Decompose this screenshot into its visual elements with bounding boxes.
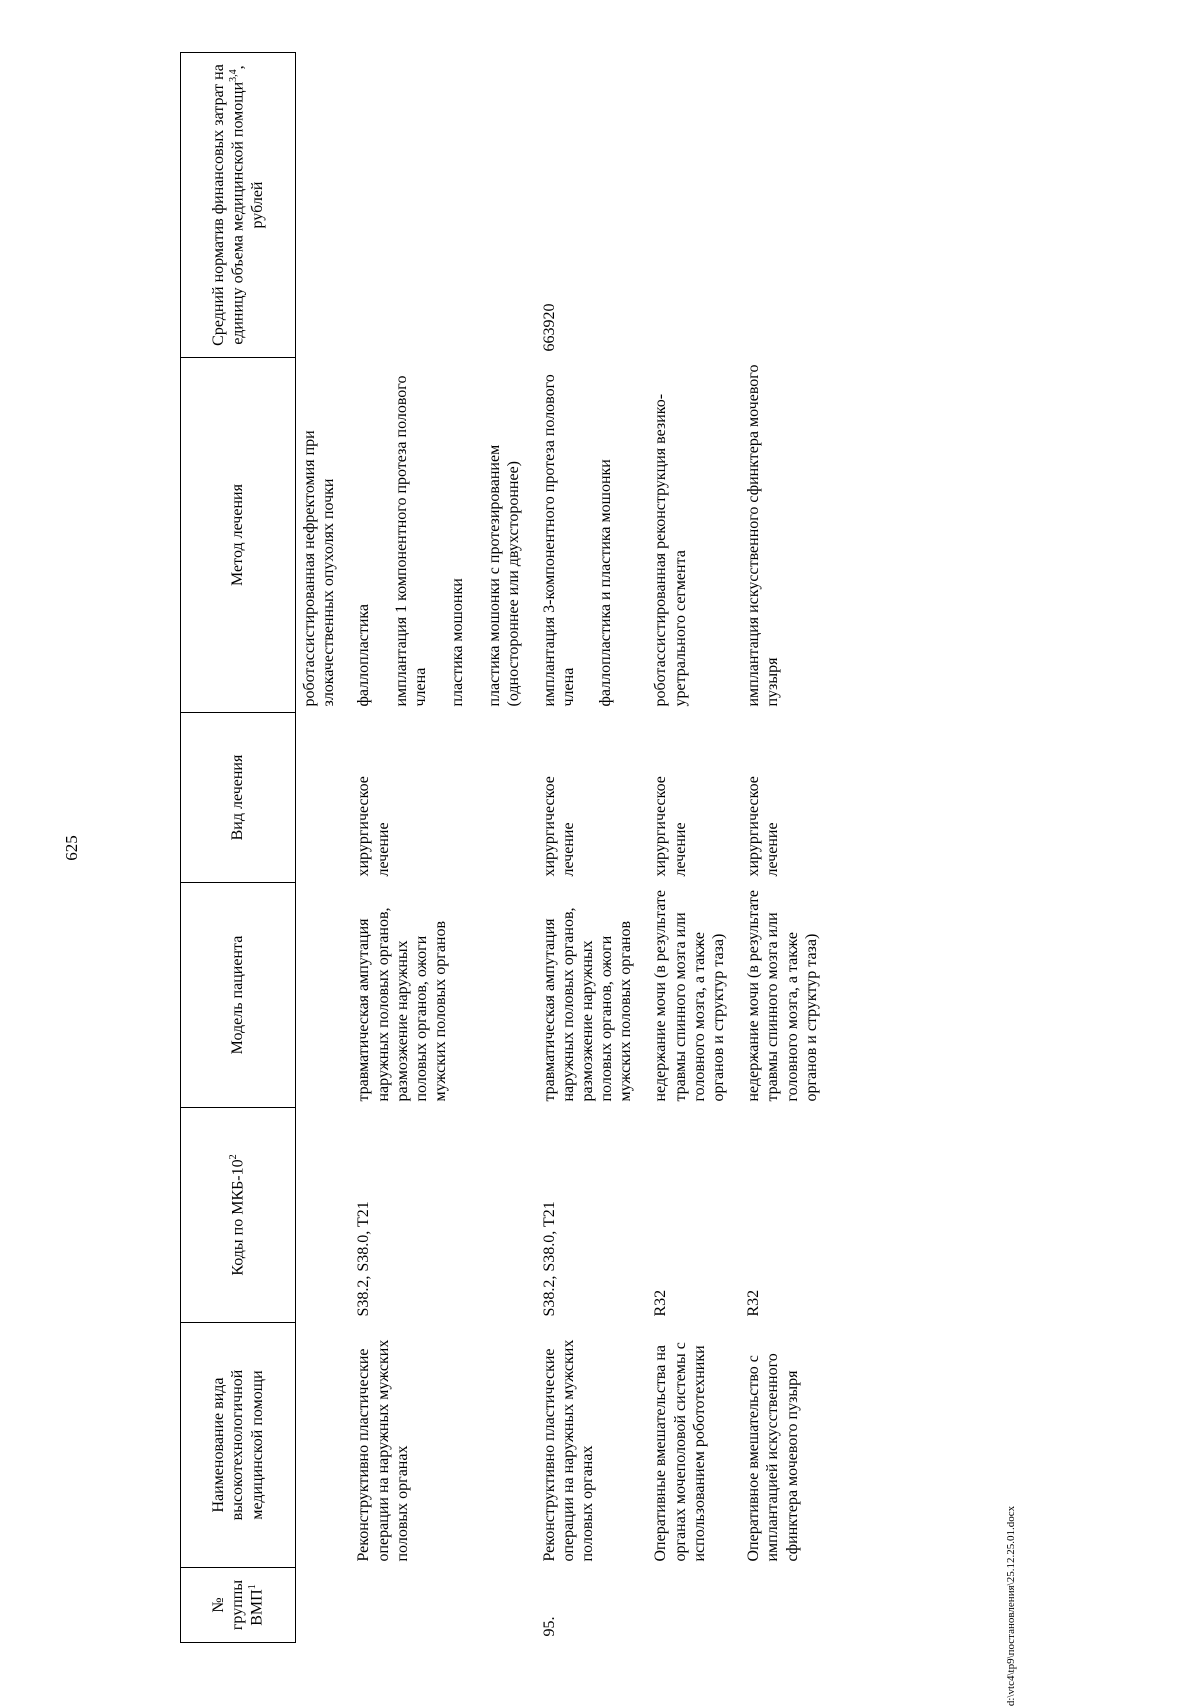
cell-number: 95. [540, 1616, 558, 1637]
cell-codes: S38.2, S38.0, T21 [355, 1201, 373, 1317]
method-item: имплантация 3-компонентного протеза полового члена [540, 374, 577, 707]
cell-model: недержание мочи (в результате травмы спинного мозга или головного мозга, а также органов и структур таза) [652, 890, 727, 1102]
cell-methods [354, 358, 539, 713]
cell-name: Оперативные вмешательства на органах мочеполовой системы с использованием робототехники [652, 1342, 708, 1562]
method-item: имплантация искусственного сфинктера мочевого пузыря [745, 364, 782, 707]
cell-model: недержание мочи (в результате травмы спинного мозга или головного мозга, а также органов и структур таза) [745, 890, 820, 1102]
table-row [744, 53, 837, 1643]
cell-cost [354, 53, 539, 358]
cell-methods [651, 358, 744, 713]
cell-type: хирургическое лечение [652, 776, 689, 877]
cell-type: хирургическое лечение [745, 776, 782, 877]
header-icd-codes: Коды по МКБ-$10^2$ [181, 1108, 296, 1323]
cell-codes [296, 1108, 355, 1323]
cell-model: травматическая ампутация наружных половых органов, размозжение наружных половых органов, ожоги мужских половых органов [540, 907, 635, 1102]
cell-name: Оперативное вмешательство с имплантацией искусственного сфинктера мочевого пузыря [745, 1353, 801, 1562]
cell-cost: 663920 [540, 303, 558, 352]
cell-name [296, 1323, 355, 1568]
table-row [651, 53, 744, 1643]
cell-codes: S38.2, S38.0, T21 [540, 1201, 558, 1317]
cell-model [296, 883, 355, 1108]
method-item: имплантация 1 компонентного протеза полового члена [392, 375, 429, 707]
cell-type: хирургическое лечение [355, 776, 392, 877]
header-treatment-method: Метод лечения [181, 358, 296, 713]
method-item: пластика мошонки с протезированием (одностороннее или двухстороннее) [486, 444, 523, 707]
table-row [540, 53, 652, 1643]
page-number: 625 [62, 835, 81, 861]
cell-model: травматическая ампутация наружных половых органов, размозжение наружных половых органов, ожоги мужских половых органов [355, 907, 450, 1102]
table-header-row [181, 53, 296, 1643]
cell-cost [744, 53, 837, 358]
cell-number [296, 1568, 355, 1643]
header-treatment-type: Вид лечения [181, 713, 296, 883]
cell-methods [540, 358, 652, 713]
method-item: пластика мошонки [448, 578, 466, 707]
header-vmp-name: Наименование вида высокотехнологичной медицинской помощи [181, 1323, 296, 1568]
cell-name: Реконструктивно пластические операции на наружных мужских половых органах [540, 1339, 596, 1562]
method-item: фаллопластика [355, 603, 373, 707]
header-avg-cost: Средний норматив финансовых затрат на единицу объема медицинской помощи$^{3,4}$, рублей [181, 53, 296, 358]
cell-number [651, 1568, 744, 1643]
cell-methods [296, 358, 355, 713]
method-item: роботассистированная нефректомия при злокачественных опухолях почки [301, 430, 338, 707]
header-group-no: № группы ВМП$^1$ [181, 1568, 296, 1643]
cell-number [744, 1568, 837, 1643]
cell-name: Реконструктивно пластические операции на наружных мужских половых органах [355, 1339, 411, 1562]
cell-type [296, 713, 355, 883]
cell-codes: R32 [652, 1289, 670, 1317]
footer-file-path: d:\vtc4\tp9\постановления\25.12.25.01.docx [1005, 1505, 1017, 1706]
cell-cost [651, 53, 744, 358]
cell-methods [744, 358, 837, 713]
rotated-table-sheet [180, 53, 1200, 1643]
table-row [354, 53, 539, 1643]
table-row [296, 53, 355, 1643]
method-item: фаллопластика и пластика мошонки [596, 459, 614, 707]
header-patient-model: Модель пациента [181, 883, 296, 1108]
vmp-table [180, 52, 837, 1643]
cell-number [354, 1568, 539, 1643]
cell-cost [296, 53, 355, 358]
method-item: роботассистированная реконструкция везико-уретрального сегмента [652, 393, 689, 707]
cell-codes: R32 [745, 1289, 763, 1317]
cell-type: хирургическое лечение [540, 776, 577, 877]
